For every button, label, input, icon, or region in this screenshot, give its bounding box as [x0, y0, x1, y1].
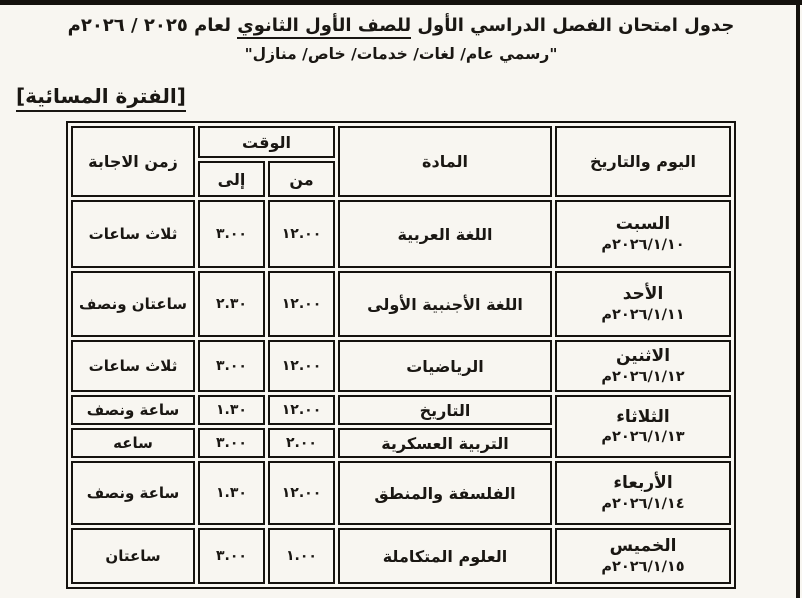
table-row-wednesday — [71, 461, 731, 525]
to-time-cell: ٣.٠٠ — [198, 200, 265, 268]
to-time-cell: ١.٣٠ — [198, 395, 265, 425]
subject-cell: اللغة العربية — [338, 200, 552, 268]
to-time-cell: ٢.٣٠ — [198, 271, 265, 337]
day-cell — [555, 271, 731, 337]
subject-cell: التربية العسكرية — [338, 428, 552, 458]
period-label: [الفترة المسائية] — [16, 84, 802, 108]
day-name: الأربعاء — [613, 473, 673, 494]
page-subtitle: "رسمي عام/ لغات/ خدمات/ خاص/ منازل" — [244, 45, 558, 64]
to-time-cell: ٣.٠٠ — [198, 428, 265, 458]
duration-cell: ساعتان — [71, 528, 195, 584]
day-name: السبت — [615, 214, 671, 235]
from-time-cell: ١٢.٠٠ — [268, 200, 335, 268]
from-time-cell: ٢.٠٠ — [268, 428, 335, 458]
table-row-tuesday-history — [71, 395, 731, 425]
page-title — [0, 14, 802, 38]
from-time-cell: ١٢.٠٠ — [268, 461, 335, 525]
day-date: ٢٠٢٦/١/١٢م — [601, 368, 685, 385]
subject-cell: الفلسفة والمنطق — [338, 461, 552, 525]
col-header-time: الوقت — [198, 126, 335, 158]
duration-cell: ساعه — [71, 428, 195, 458]
to-time-cell: ٣.٠٠ — [198, 340, 265, 392]
day-name: الخميس — [609, 536, 677, 557]
duration-cell: ساعة ونصف — [71, 395, 195, 425]
table-row-sunday — [71, 271, 731, 337]
col-header-to: إلى — [198, 161, 265, 197]
title-text-start: جدول امتحان الفصل الدراسي الأول — [411, 15, 735, 36]
subject-cell: اللغة الأجنبية الأولى — [338, 271, 552, 337]
from-time-cell: ١٢.٠٠ — [268, 395, 335, 425]
table-row-saturday — [71, 200, 731, 268]
day-name: الاثنين — [615, 346, 671, 367]
col-header-duration: زمن الاجابة — [71, 126, 195, 197]
col-header-subject: المادة — [338, 126, 552, 197]
day-name: الثلاثاء — [616, 406, 670, 427]
day-date: ٢٠٢٦/١/١١م — [601, 306, 685, 323]
duration-cell: ثلاث ساعات — [71, 200, 195, 268]
from-time-cell: ١٢.٠٠ — [268, 271, 335, 337]
subject-cell: الرياضيات — [338, 340, 552, 392]
table-row-monday — [71, 340, 731, 392]
duration-cell: ساعتان ونصف — [71, 271, 195, 337]
day-date: ٢٠٢٦/١/١٥م — [601, 558, 685, 575]
day-date: ٢٠٢٦/١/١٠م — [601, 236, 685, 253]
day-cell — [555, 200, 731, 268]
col-header-day-date: اليوم والتاريخ — [555, 126, 731, 197]
col-header-from: من — [268, 161, 335, 197]
day-date: ٢٠٢٦/١/١٣م — [601, 429, 685, 445]
day-cell — [555, 461, 731, 525]
title-underlined-grade: للصف الأول الثانوي — [237, 15, 411, 39]
subject-cell: العلوم المتكاملة — [338, 528, 552, 584]
duration-cell: ثلاث ساعات — [71, 340, 195, 392]
header-row-1 — [71, 126, 731, 158]
to-time-cell: ١.٣٠ — [198, 461, 265, 525]
title-text-year: لعام ٢٠٢٥ / ٢٠٢٦م — [67, 15, 238, 36]
exam-schedule-table — [66, 121, 736, 589]
table-row-thursday — [71, 528, 731, 584]
day-cell — [555, 395, 731, 458]
day-cell — [555, 528, 731, 584]
from-time-cell: ١.٠٠ — [268, 528, 335, 584]
duration-cell: ساعة ونصف — [71, 461, 195, 525]
subject-cell: التاريخ — [338, 395, 552, 425]
day-cell — [555, 340, 731, 392]
day-date: ٢٠٢٦/١/١٤م — [601, 495, 685, 512]
to-time-cell: ٣.٠٠ — [198, 528, 265, 584]
from-time-cell: ١٢.٠٠ — [268, 340, 335, 392]
day-name: الأحد — [622, 284, 664, 305]
